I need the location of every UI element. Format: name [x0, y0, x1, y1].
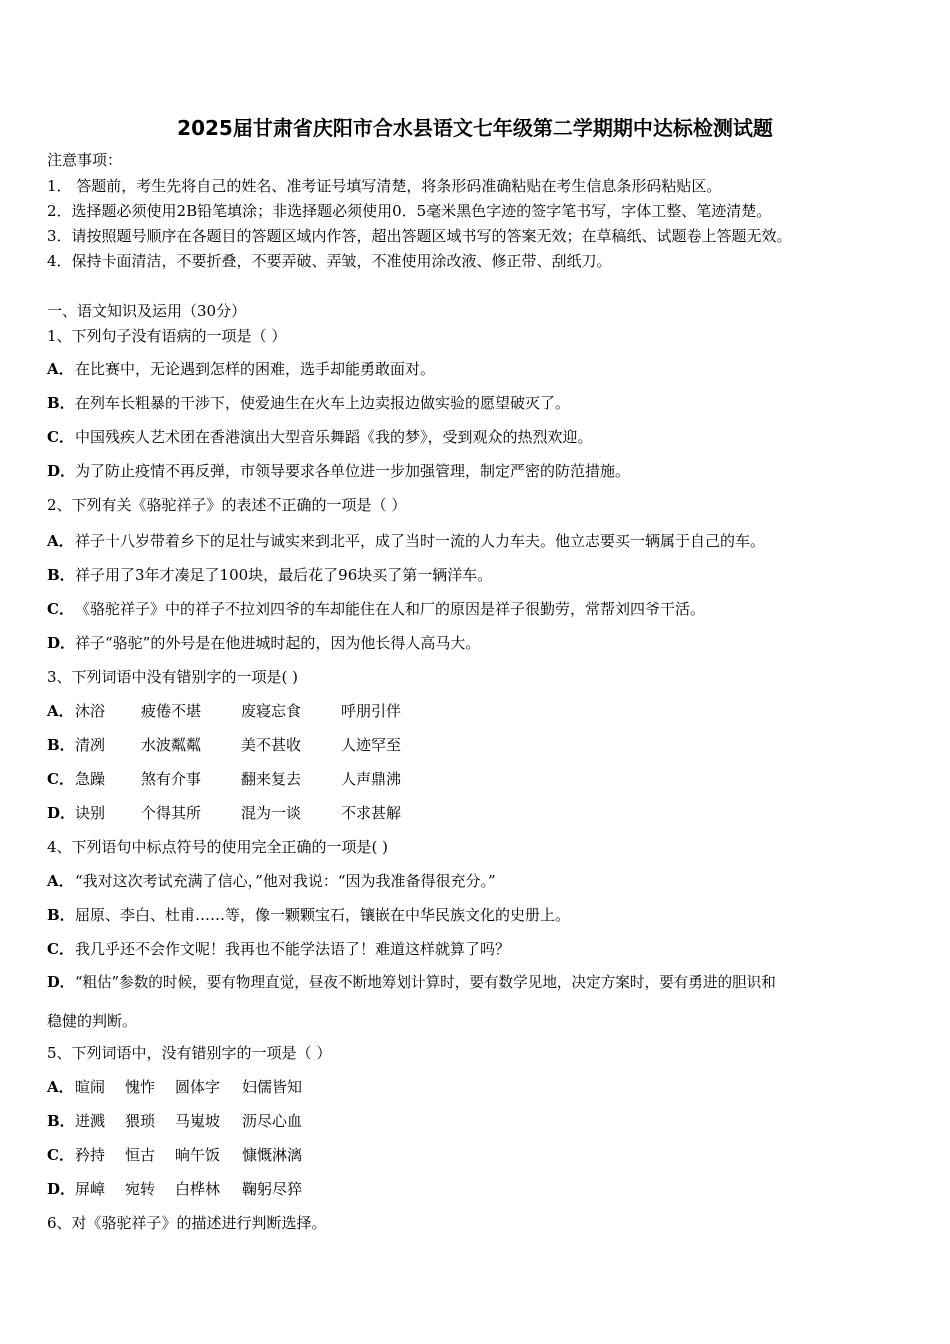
question-3-option-d	[47, 803, 441, 823]
option-letter: B．	[47, 394, 75, 412]
word: 迸溅	[75, 1112, 106, 1130]
option-letter: D．	[47, 1180, 76, 1198]
option-text: “我对这次考试充满了信心，”他对我说：“因为我准备得很充分。”	[75, 872, 496, 890]
question-6-stem: 6、对《骆驼祥子》的描述进行判断选择。	[47, 1214, 327, 1232]
option-letter: B．	[47, 906, 75, 924]
option-letter: B．	[47, 566, 75, 584]
question-5-stem: 5、下列词语中，没有错别字的一项是（ ）	[47, 1044, 332, 1062]
word: 清冽	[75, 736, 106, 754]
question-1-option-c	[47, 427, 593, 447]
option-letter: A．	[47, 532, 74, 550]
option-text: 为了防止疫情不再反弹，市领导要求各单位进一步加强管理，制定严密的防范措施。	[75, 462, 631, 480]
question-5-option-b	[47, 1111, 322, 1131]
question-4-option-c	[47, 939, 510, 959]
option-text: 《骆驼祥子》中的祥子不拉刘四爷的车却能住在人和厂的原因是祥子很勤劳，常帮刘四爷干活。	[75, 600, 706, 618]
option-letter: C．	[47, 600, 74, 618]
question-4-option-a	[47, 871, 496, 891]
word: 废寝忘食	[241, 702, 302, 720]
question-3-stem: 3、下列词语中没有错别字的一项是( )	[47, 668, 299, 686]
question-3-option-a	[47, 701, 441, 721]
word: 马嵬坡	[175, 1112, 221, 1130]
word: 水波粼粼	[141, 736, 202, 754]
question-4-stem: 4、下列语句中标点符号的使用完全正确的一项是( )	[47, 838, 389, 856]
word: 暄闹	[75, 1078, 106, 1096]
word: 恒古	[125, 1146, 156, 1164]
option-text: 在比赛中，无论遇到怎样的困难，选手却能勇敢面对。	[75, 360, 436, 378]
question-1-option-b	[47, 393, 570, 413]
word: 妇儒皆知	[242, 1078, 303, 1096]
option-text: 祥子用了3年才凑足了100块，最后花了96块买了第一辆洋车。	[75, 566, 493, 584]
question-2-option-d	[47, 633, 480, 653]
word: 急躁	[75, 770, 106, 788]
page-title: 2025届甘肃省庆阳市合水县语文七年级第二学期期中达标检测试题	[177, 116, 773, 140]
notice-item-4: 4．保持卡面清洁，不要折叠，不要弄破、弄皱，不准使用涂改液、修正带、刮纸刀。	[47, 252, 612, 270]
word: 愧怍	[125, 1078, 156, 1096]
notice-item-2: 2．选择题必须使用2B铅笔填涂；非选择题必须使用0．5毫米黑色字迹的签字笔书写，字体工整、笔迹清楚。	[47, 202, 772, 220]
option-letter: D．	[47, 974, 75, 991]
option-letter: C．	[47, 428, 74, 446]
word: 人声鼎沸	[341, 770, 402, 788]
option-letter: C．	[47, 1146, 74, 1164]
question-5-option-c	[47, 1145, 322, 1165]
word: 圆体字	[175, 1078, 221, 1096]
word: 不求甚解	[341, 804, 402, 822]
question-3-option-b	[47, 735, 441, 755]
option-letter: B．	[47, 736, 75, 754]
option-letter: A．	[47, 1078, 74, 1096]
question-3-option-c	[47, 769, 441, 789]
word: 矜持	[75, 1146, 106, 1164]
option-letter: A．	[47, 360, 74, 378]
option-letter: D．	[47, 462, 76, 480]
word: 屏嶂	[75, 1180, 106, 1198]
question-1-stem: 1、下列句子没有语病的一项是（ ）	[47, 327, 287, 345]
word: 混为一谈	[241, 804, 302, 822]
question-1-option-d	[47, 461, 630, 481]
option-text: 屈原、李白、杜甫……等，像一颗颗宝石，镶嵌在中华民族文化的史册上。	[75, 906, 571, 924]
option-letter: A．	[47, 872, 74, 890]
question-4-option-b	[47, 905, 570, 925]
question-2-stem: 2、下列有关《骆驼祥子》的表述不正确的一项是（ ）	[47, 496, 407, 514]
option-text: 祥子十八岁带着乡下的足壮与诚实来到北平，成了当时一流的人力车夫。他立志要买一辆属于自己的车。	[75, 532, 766, 550]
word: 诀别	[75, 804, 106, 822]
question-5-option-a	[47, 1077, 322, 1097]
option-letter: C．	[47, 770, 74, 788]
word: 沥尽心血	[242, 1112, 303, 1130]
notice-heading: 注意事项：	[47, 151, 123, 169]
option-letter: B．	[47, 1112, 75, 1130]
word: 宛转	[125, 1180, 156, 1198]
word: 鞠躬尽猝	[242, 1180, 303, 1198]
question-4-option-d-continuation: 稳健的判断。	[47, 1012, 138, 1030]
notice-item-3: 3．请按照题号顺序在各题目的答题区域内作答，超出答题区域书写的答案无效；在草稿纸、试题卷上答题无效。	[47, 227, 792, 245]
word: 晌午饭	[175, 1146, 221, 1164]
question-1-option-a	[47, 359, 435, 379]
option-letter: D．	[47, 804, 76, 822]
notice-item-1: 1． 答题前，考生先将自己的姓名、准考证号填写清楚，将条形码准确粘贴在考生信息条形码粘贴区。	[47, 177, 722, 195]
option-letter: D．	[47, 634, 76, 652]
word: 人迹罕至	[341, 736, 402, 754]
option-text: “粗估”参数的时候，要有物理直觉，昼夜不断地筹划计算时，要有数学见地，决定方案时，要有勇进的胆识和	[75, 974, 776, 991]
word: 美不甚收	[241, 736, 302, 754]
option-text: 中国残疾人艺术团在香港演出大型音乐舞蹈《我的梦》，受到观众的热烈欢迎。	[75, 428, 593, 446]
word: 呼朋引伴	[341, 702, 402, 720]
word: 慷慨淋漓	[242, 1146, 303, 1164]
word: 煞有介事	[141, 770, 202, 788]
question-5-option-d	[47, 1179, 322, 1199]
question-4-option-d	[47, 973, 776, 993]
section-heading: 一、语文知识及运用（30分）	[47, 302, 247, 320]
word: 疲倦不堪	[141, 702, 202, 720]
option-letter: A．	[47, 702, 74, 720]
option-text: 我几乎还不会作文呢！我再也不能学法语了！难道这样就算了吗？	[75, 940, 511, 958]
option-letter: C．	[47, 940, 74, 958]
option-text: 祥子“骆驼”的外号是在他进城时起的，因为他长得人高马大。	[75, 634, 481, 652]
word: 猥琐	[125, 1112, 156, 1130]
word: 翻来复去	[241, 770, 302, 788]
word: 个得其所	[141, 804, 202, 822]
question-2-option-c	[47, 599, 705, 619]
word: 白桦林	[175, 1180, 221, 1198]
option-text: 在列车长粗暴的干涉下，使爱迪生在火车上边卖报边做实验的愿望破灭了。	[75, 394, 571, 412]
word: 沐浴	[75, 702, 106, 720]
question-2-option-a	[47, 531, 765, 551]
question-2-option-b	[47, 565, 492, 585]
